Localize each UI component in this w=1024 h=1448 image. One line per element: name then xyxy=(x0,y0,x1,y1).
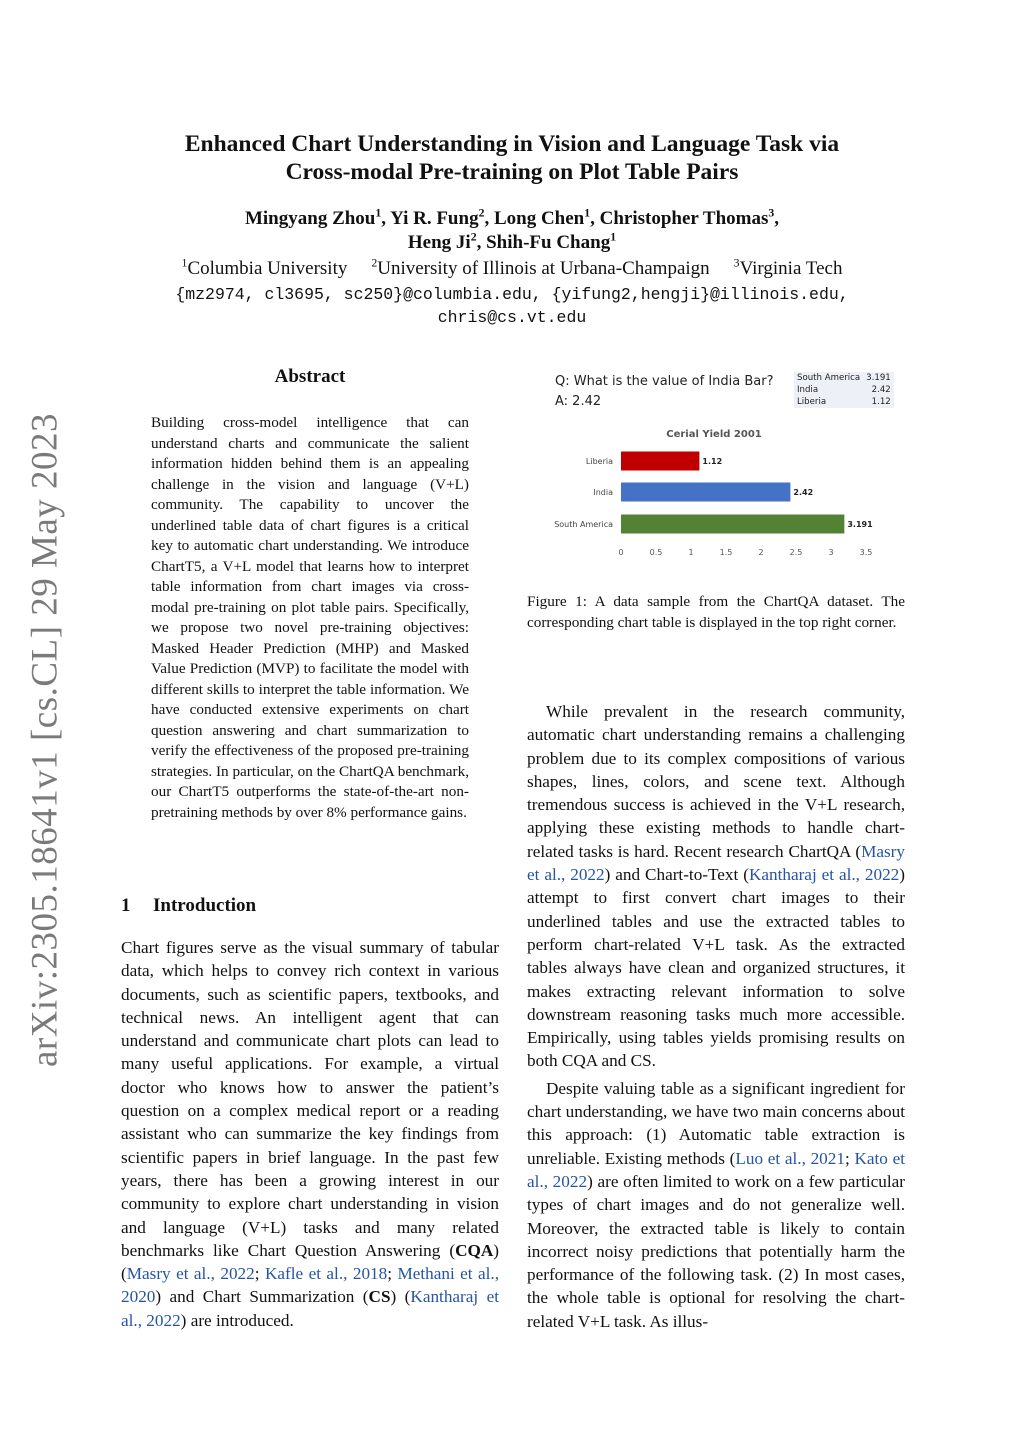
citation-link[interactable]: Kafle et al., 2018 xyxy=(264,1264,388,1284)
x-tick-label: 2 xyxy=(758,548,764,557)
x-tick-label: 2.5 xyxy=(789,548,803,557)
section-title: Introduction xyxy=(153,895,257,916)
author-affil-mark: 1 xyxy=(610,230,617,244)
affiliation: Virginia Tech xyxy=(739,258,843,279)
section-number: 1 xyxy=(121,895,131,916)
affiliation: University of Illinois at Urbana-Champaign xyxy=(377,258,710,279)
table-cell-value: 1.12 xyxy=(871,397,891,407)
category-label: Liberia xyxy=(585,457,613,466)
x-tick-label: 3.5 xyxy=(859,548,873,557)
x-tick-label: 1 xyxy=(688,548,694,557)
citation-link[interactable]: Methani et al., 2020 xyxy=(121,1264,500,1307)
author-affil-mark: 2 xyxy=(478,206,485,220)
author: Yi R. Fung xyxy=(390,208,479,229)
figure-answer: A: 2.42 xyxy=(555,394,602,409)
data-label: 1.12 xyxy=(702,457,723,466)
abstract-body: Building cross-model intelligence that can understand charts and communicate the salient information hidden behind them is an appealing challenge in the vision and language (V+L) community. The capability to uncover the underlined table data of chart figures is a critical key to automatic chart understanding. We introduce ChartT5, a V+L model that learns how to interpret table information from chart images via cross-modal pre-training on plot table pairs. Specifically, we propose two novel pre-training objectives: Masked Header Prediction (MHP) and Masked Value Prediction (MVP) to facilitate the model with different skills to interpret the table information. We have conducted extensive experiments on chart question answering and chart summarization to verify the effectiveness of the proposed pre-training strategies. In particular, on the ChartQA benchmark, our ChartT5 outperforms the state-of-the-art non-pretraining methods by over 8% performance gains. xyxy=(151,414,469,821)
affil-mark: 3 xyxy=(733,256,740,270)
figure-question: Q: What is the value of India Bar? xyxy=(555,374,774,389)
category-label: South America xyxy=(554,520,613,529)
table-cell-label: India xyxy=(797,385,819,395)
x-tick-label: 3 xyxy=(828,548,834,557)
citation-link[interactable]: Kantharaj et al., 2022 xyxy=(748,865,900,885)
paragraph: While prevalent in the research community, automatic chart understanding remains a challenging problem due to its complex compositions of various shapes, lines, colors, and scene text. Although tremendous success is achieved in the V+L research, applying these existing methods to handle chart-related tasks is hard. Recent research ChartQA (Masry et al., 2022) and Chart-to-Text (Kantharaj et al., 2022) attempt to first convert chart images to their underlined tables and use the extracted tables to perform chart-related V+L task. As the extracted tables always have clean and organized structures, it makes extracting relevant information to solve downstream reasoning tasks much more accessible. Empirically, using tables yields promising results on both CQA and CS. xyxy=(527,702,905,1071)
author: Long Chen xyxy=(493,208,585,229)
right-column-body xyxy=(527,700,905,1333)
data-label: 3.191 xyxy=(847,520,873,529)
citation-link[interactable]: Kantharaj et al., 2022 xyxy=(121,1287,499,1330)
arxiv-stamp xyxy=(24,412,66,1068)
bar-chart xyxy=(527,362,907,582)
title-line-1: Enhanced Chart Understanding in Vision and Language Task via xyxy=(184,131,840,157)
email-line: chris@cs.vt.edu xyxy=(437,308,587,327)
title-line-2: Cross-modal Pre-training on Plot Table Pairs xyxy=(285,159,739,185)
author: Shih-Fu Chang xyxy=(486,232,611,253)
author-affil-mark: 2 xyxy=(470,230,477,244)
author: Mingyang Zhou xyxy=(244,208,376,229)
author: Christopher Thomas xyxy=(599,208,769,229)
affil-mark: 1 xyxy=(181,256,188,270)
table-cell-value: 3.191 xyxy=(866,373,891,383)
bar xyxy=(621,515,844,534)
author-affil-mark: 1 xyxy=(584,206,591,220)
table-cell-value: 2.42 xyxy=(871,385,891,395)
author-affil-mark: 3 xyxy=(768,206,775,220)
table-cell-label: South America xyxy=(797,373,861,383)
data-label: 2.42 xyxy=(793,488,814,497)
section-heading-introduction xyxy=(121,895,256,917)
author: Heng Ji xyxy=(407,232,471,253)
affil-mark: 2 xyxy=(371,256,378,270)
term-cs: CS xyxy=(368,1287,391,1307)
figure-1 xyxy=(527,362,907,582)
abstract-heading: Abstract xyxy=(274,366,346,387)
figure-caption: Figure 1: A data sample from the ChartQA dataset. The corresponding chart table is displayed in the top right corner. xyxy=(527,593,905,631)
paragraph: Despite valuing table as a significant ingredient for chart understanding, we have two main concerns about this approach: (1) Automatic table extraction is unreliable. Existing methods (Luo et al., 2021; Kato et al., 2022) are often limited to work on a few particular types of chart images and do not generalize well. Moreover, the extracted table is likely to contain incorrect noisy predictions that potentially harm the performance of the following task. (2) In most cases, the whole table is optional for resolving the chart-related V+L task. As illus- xyxy=(527,1078,905,1331)
introduction-body xyxy=(121,936,499,1332)
bar xyxy=(621,483,790,502)
chart-title: Cerial Yield 2001 xyxy=(666,429,762,440)
affiliation: Columbia University xyxy=(187,258,348,279)
citation-link[interactable]: Masry et al., 2022 xyxy=(527,841,905,885)
affiliations xyxy=(100,257,924,281)
email-line: {mz2974, cl3695, sc250}@columbia.edu, {yifung2,hengji}@illinois.edu, xyxy=(175,285,849,304)
bar xyxy=(621,452,699,471)
x-tick-label: 0 xyxy=(618,548,624,557)
paper-title xyxy=(100,130,924,186)
category-label: India xyxy=(593,488,613,497)
x-tick-label: 0.5 xyxy=(649,548,663,557)
citation-link[interactable]: Masry et al., 2022 xyxy=(126,1264,255,1284)
arxiv-id: arXiv:2305.18641v1 [cs.CL] 29 May 2023 xyxy=(24,412,66,1068)
author-emails xyxy=(100,283,924,329)
table-cell-label: Liberia xyxy=(797,397,827,407)
citation-link[interactable]: Luo et al., 2021 xyxy=(735,1148,845,1168)
term-cqa: CQA xyxy=(455,1240,494,1260)
author-list: Mingyang Zhou$^1$, Yi R. Fung$^2$, Long Chen$^1$, Christopher Thomas$^3$, Heng Ji$^2$, Shih-Fu Chang$^1$ xyxy=(244,206,780,253)
citation-link[interactable]: Kato et al., 2022 xyxy=(527,1148,905,1191)
author-affil-mark: 1 xyxy=(375,206,382,220)
paragraph: Chart figures serve as the visual summary of tabular data, which helps to convey rich context in various documents, such as scientific papers, textbooks, and technical news. An intelligent agent that can understand and communicate chart plots can lead to many useful applications. For example, a virtual doctor who knows how to answer the patient’s question on a complex medical report or a reading assistant who can summarize the key findings from scientific papers in brief language. In the past few years, there has been a growing interest in our community to explore chart understanding in vision and language (V+L) tasks and many related benchmarks like Chart Question Answering (CQA) (Masry et al., 2022; Kafle et al., 2018; Methani et al., 2020) and Chart Summarization (CS) (Kantharaj et al., 2022) are introduced. xyxy=(121,938,500,1330)
x-tick-label: 1.5 xyxy=(719,548,733,557)
